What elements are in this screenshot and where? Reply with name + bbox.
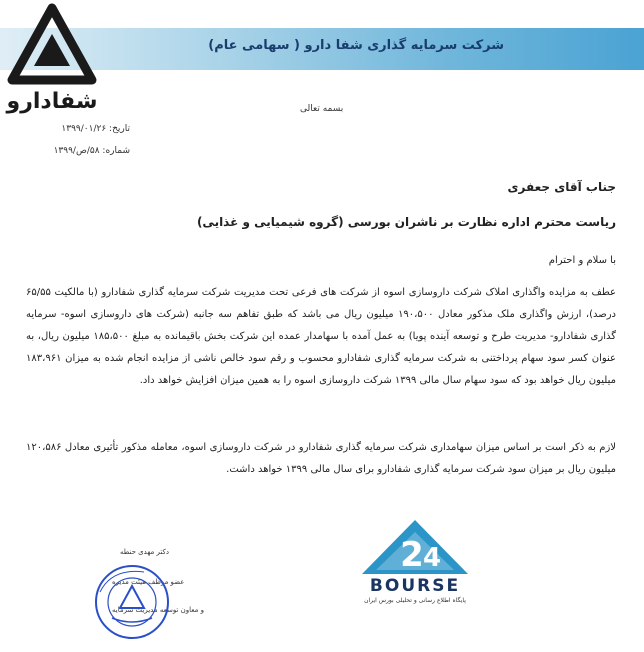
bourse-subtitle: پایگاه اطلاع رسانی و تحلیلی بورس ایران xyxy=(364,597,466,604)
number-label: شماره: xyxy=(102,146,130,156)
svg-text:2: 2 xyxy=(400,535,424,575)
number-value: ۵۸/ص/۱۳۹۹ xyxy=(53,146,100,156)
date-value: ۱۳۹۹/۰۱/۲۶ xyxy=(61,124,107,134)
basmala: بسمه تعالی xyxy=(300,104,344,114)
svg-text:شفادارو: شفادارو xyxy=(6,89,98,114)
signatory-title-2: و معاون توسعه مدیریت سرمایه xyxy=(112,606,204,614)
number-line xyxy=(30,146,130,156)
svg-text:4: 4 xyxy=(422,543,442,573)
bourse-brand: BOURSE xyxy=(369,576,461,596)
signatory-name: دکتر مهدی حنطه xyxy=(120,548,169,556)
company-logo xyxy=(0,0,105,120)
recipient: جناب آقای جعفری xyxy=(507,180,616,194)
body-paragraph-1: عطف به مزایده واگذاری املاک شرکت داروسازی اسوه از شرکت های فرعی تحت مدیریت شرکت سرمایه گذاری شفادارو (با مالکیت ۶۵/۵۵ درصد)، ارزش واگذاری ملک مذکور معادل ۱۹۰،۵۰۰ میلیون ریال می باشد که طبق تفاهم سه جانبه (شرکت های داروسازی اسوه- سرمایه گذاری شفادارو- مدیریت طرح و توسعه آینده پویا) به عمل آمده با سهامدار عمده این شرکت بخش باقیمانده به مبلغ ۱۸۵،۵۰۰ میلیون ریال، به عنوان کسر سود سهام پرداختنی به شرکت سرمایه گذاری شفادارو محسوب و رقم سود خالص ناشی از مزایده انجام شده به میزان ۱۸۳،۹۶۱ میلیون ریال خواهد بود که سود سهام سال مالی ۱۳۹۹ شرکت داروسازی اسوه را به همین میزان افزایش خواهد داد. xyxy=(26,287,617,386)
body-paragraph-2: لازم به ذکر است بر اساس میزان سهامداری شرکت سرمایه گذاری شفادارو در شرکت داروسازی اسوه، معامله مذکور تأثیری معادل ۱۲۰،۵۸۶ میلیون ریال بر میزان سود شرکت سرمایه گذاری شفادارو برای سال مالی ۱۳۹۹ خواهد داشت. xyxy=(26,442,616,475)
signatory-title-1: عضو موظف هیئت مدیره xyxy=(112,578,185,586)
recipient-position: ریاست محترم اداره نظارت بر ناشران بورسی (گروه شیمیایی و غذایی) xyxy=(196,215,616,229)
date-label: تاریخ: xyxy=(109,124,130,134)
company-stamp xyxy=(92,562,172,642)
date-line xyxy=(30,124,130,134)
company-title: شرکت سرمایه گذاری شفا دارو ( سهامی عام) xyxy=(208,38,504,53)
greeting: با سلام و احترام xyxy=(548,255,616,266)
